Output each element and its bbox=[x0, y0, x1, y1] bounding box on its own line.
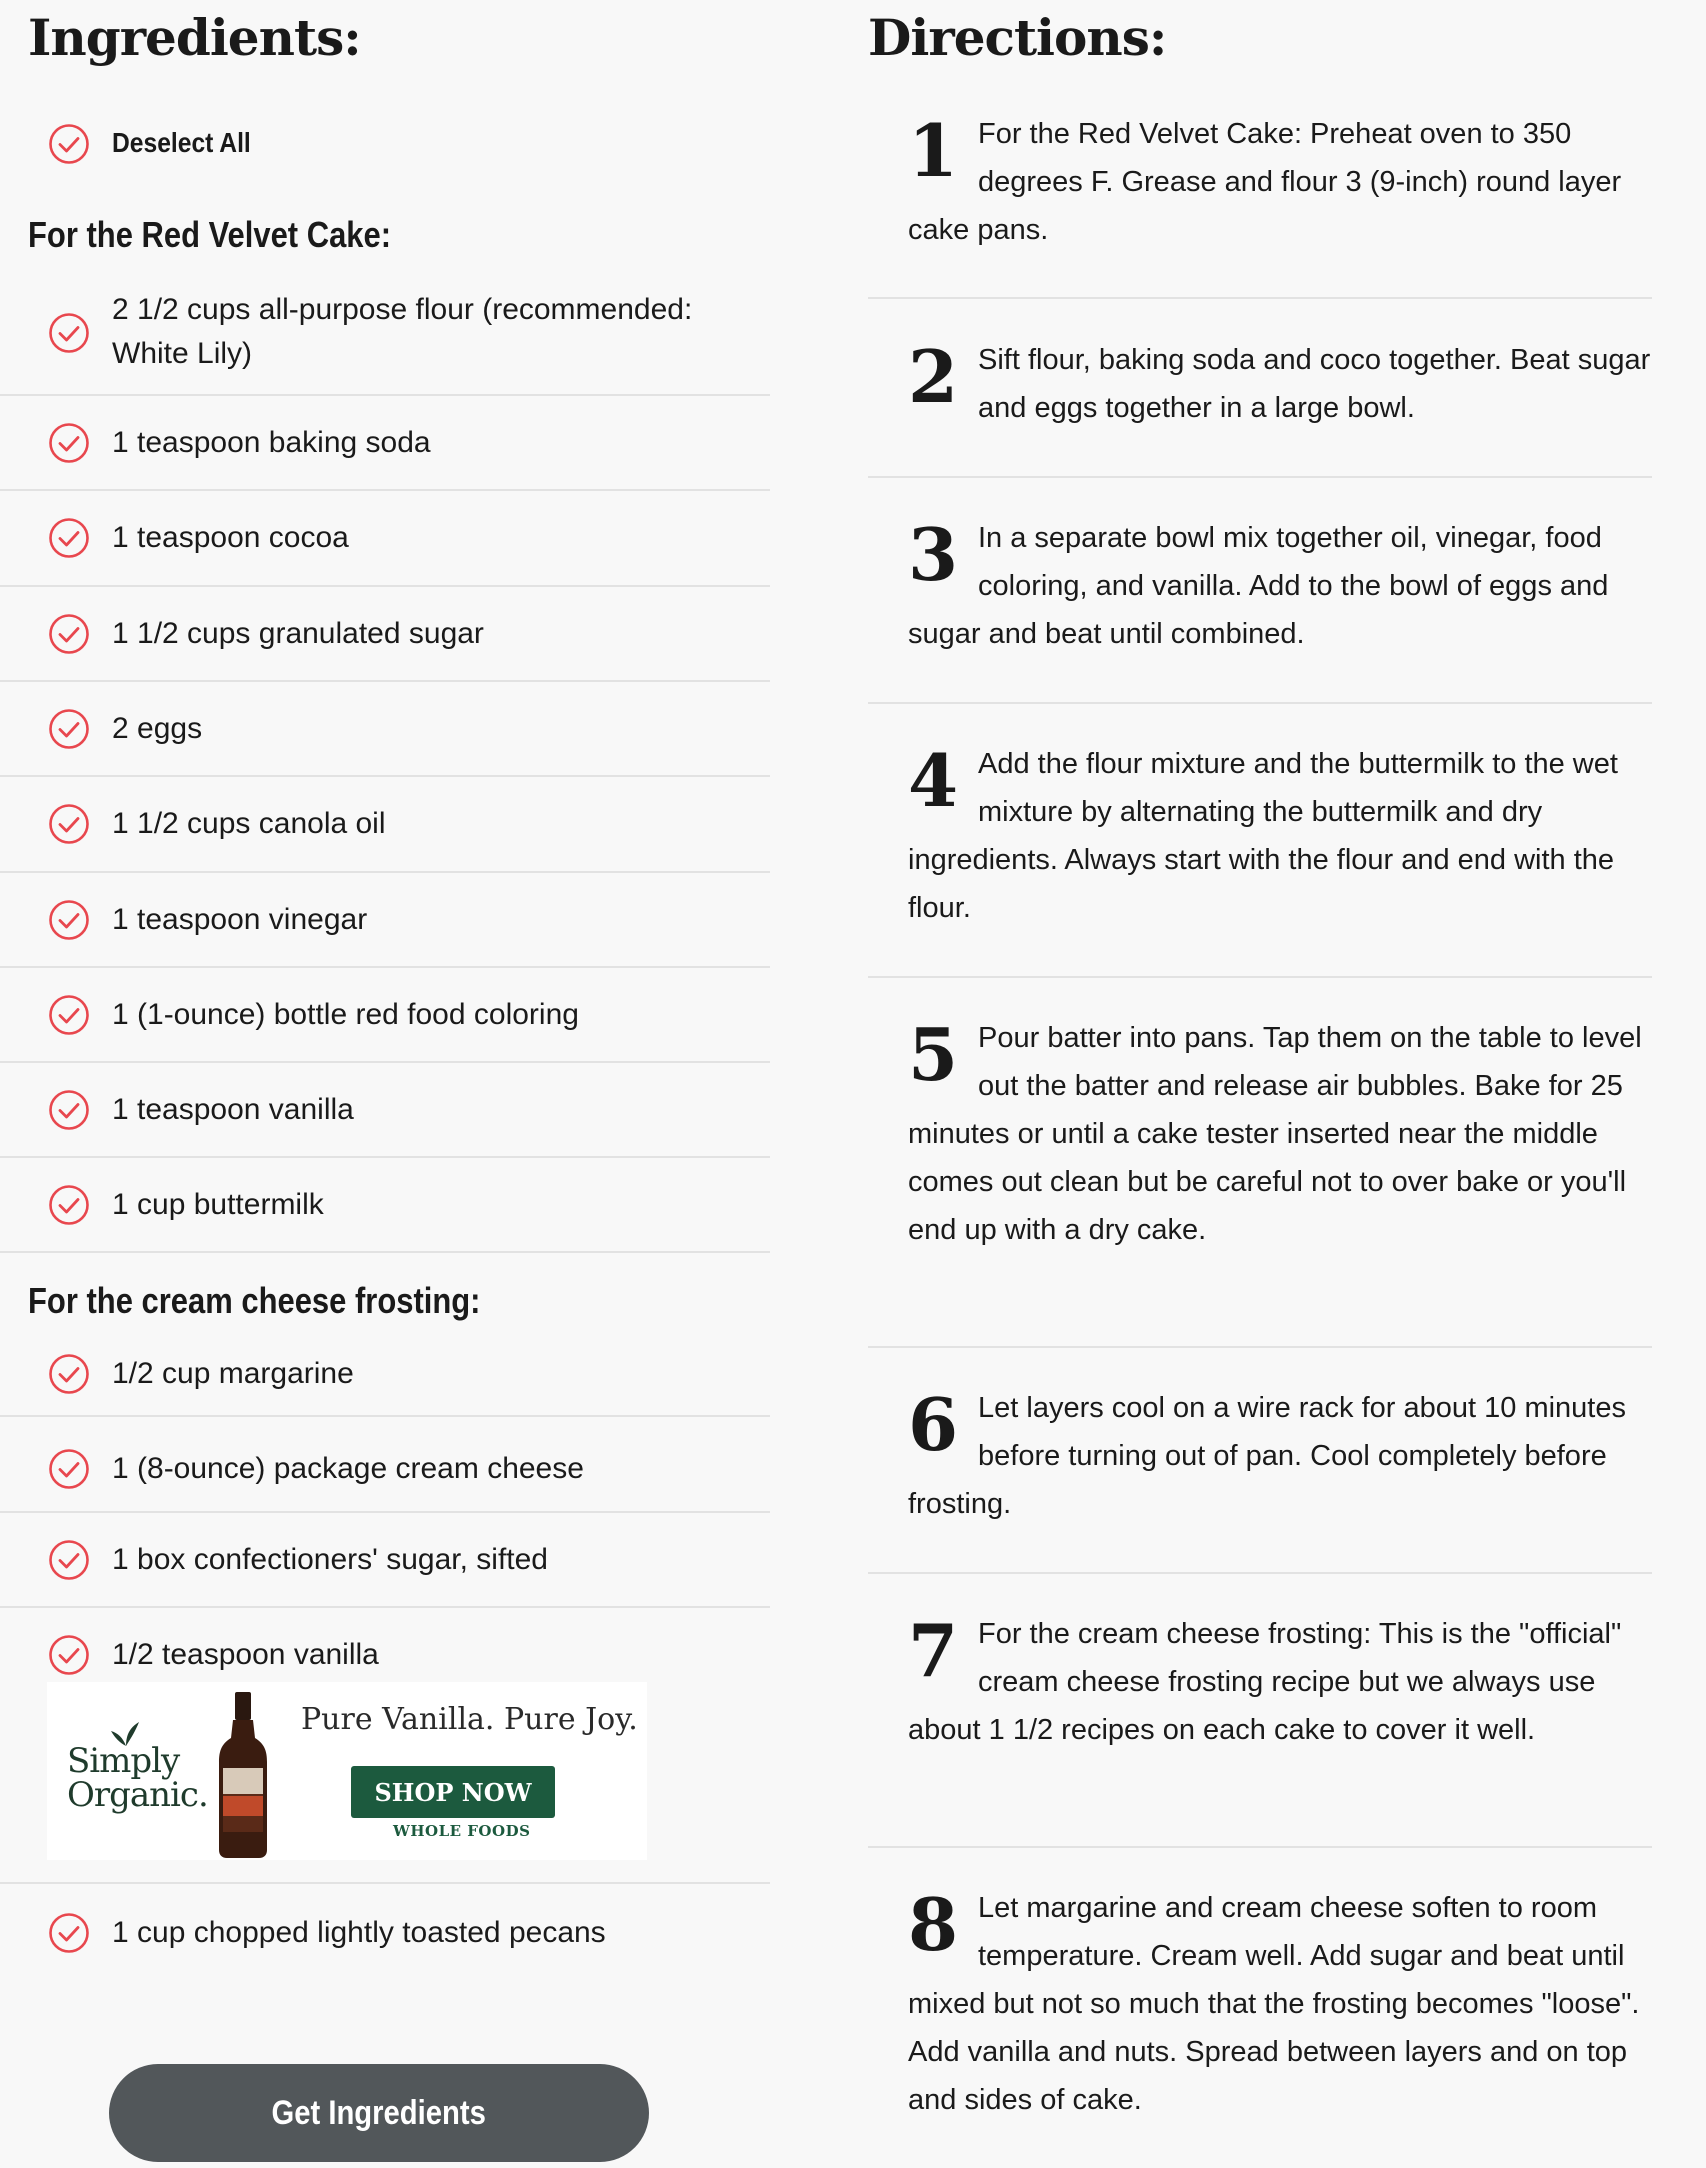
check-circle-icon bbox=[48, 613, 90, 655]
check-circle-icon bbox=[48, 123, 90, 165]
vanilla-ad-banner[interactable] bbox=[47, 1682, 647, 1860]
ad-brand-logo bbox=[67, 1741, 208, 1815]
check-circle-icon bbox=[48, 1912, 90, 1954]
check-circle-icon bbox=[48, 708, 90, 750]
step-text: For the Red Velvet Cake: Preheat oven to 350 degrees F. Grease and flour 3 (9-inch) round layer cake pans. bbox=[908, 118, 1622, 246]
ingredient-item[interactable] bbox=[0, 873, 770, 967]
ad-retailer-logo: WHOLE FOODS bbox=[393, 1822, 531, 1840]
divider bbox=[868, 1846, 1652, 1848]
step-number: 5 bbox=[908, 1012, 959, 1097]
ingredient-text: 1 cup buttermilk bbox=[112, 1188, 324, 1221]
direction-step bbox=[868, 336, 1652, 432]
ingredient-item[interactable] bbox=[0, 1884, 770, 1982]
divider bbox=[868, 976, 1652, 978]
deselect-all-label: Deselect All bbox=[112, 127, 251, 158]
step-text: Sift flour, baking soda and coco together. Beat sugar and eggs together in a large bowl. bbox=[978, 344, 1651, 424]
ingredient-text: 1 (1-ounce) bottle red food coloring bbox=[112, 998, 579, 1031]
direction-step bbox=[868, 1884, 1652, 2124]
divider bbox=[868, 297, 1652, 299]
check-circle-icon bbox=[48, 1539, 90, 1581]
ingredient-item[interactable] bbox=[0, 777, 770, 871]
divider bbox=[868, 702, 1652, 704]
ingredient-text: 2 eggs bbox=[112, 712, 203, 745]
direction-step bbox=[868, 740, 1652, 932]
check-circle-icon bbox=[48, 803, 90, 845]
ingredient-text: 1 teaspoon baking soda bbox=[112, 426, 431, 459]
step-text: Add the flour mixture and the buttermilk to the wet mixture by alternating the buttermilk and dry ingredients. Always start with the flour and end with the flour. bbox=[908, 748, 1618, 924]
deselect-all-button[interactable] bbox=[48, 123, 308, 165]
ingredient-text: 1 cup chopped lightly toasted pecans bbox=[112, 1916, 606, 1949]
direction-step bbox=[868, 1014, 1652, 1254]
ad-brand-line1: Simply bbox=[67, 1741, 180, 1781]
directions-heading: Directions: bbox=[868, 8, 1167, 67]
direction-step bbox=[868, 110, 1652, 254]
ingredient-item[interactable] bbox=[0, 1348, 770, 1416]
step-text: Let layers cool on a wire rack for about 10 minutes before turning out of pan. Cool completely before frosting. bbox=[908, 1392, 1626, 1520]
step-number: 6 bbox=[908, 1382, 959, 1467]
ingredient-text: 1 teaspoon vanilla bbox=[112, 1093, 354, 1126]
direction-step bbox=[868, 1610, 1652, 1754]
ingredient-text: 2 1/2 cups all-purpose flour (recommended: White Lily) bbox=[112, 293, 693, 370]
check-circle-icon bbox=[48, 422, 90, 464]
ingredient-item[interactable] bbox=[0, 1417, 770, 1511]
check-circle-icon bbox=[48, 1448, 90, 1490]
ingredient-item[interactable] bbox=[0, 587, 770, 681]
ad-tagline: Pure Vanilla. Pure Joy. bbox=[301, 1702, 638, 1737]
direction-step bbox=[868, 514, 1652, 658]
divider bbox=[0, 1251, 770, 1253]
step-number: 2 bbox=[908, 334, 959, 419]
ingredient-item[interactable] bbox=[0, 396, 770, 490]
section-title-cake: For the Red Velvet Cake: bbox=[28, 214, 392, 255]
check-circle-icon bbox=[48, 1089, 90, 1131]
check-circle-icon bbox=[48, 899, 90, 941]
check-circle-icon bbox=[48, 517, 90, 559]
step-number: 8 bbox=[908, 1882, 959, 1967]
step-text: Pour batter into pans. Tap them on the table to level out the batter and release air bubbles. Bake for 25 minutes or until a cake tester inserted near the middle comes out clean but be careful not to over bake or you'll end up with a dry cake. bbox=[908, 1022, 1642, 1246]
ingredient-text: 1 1/2 cups canola oil bbox=[112, 807, 386, 840]
ingredient-text: 1 teaspoon cocoa bbox=[112, 521, 349, 554]
step-text: For the cream cheese frosting: This is the "official" cream cheese frosting recipe but we always use about 1 1/2 recipes on each cake to cover it well. bbox=[908, 1618, 1622, 1746]
ingredient-item[interactable] bbox=[0, 1513, 770, 1607]
ingredient-item[interactable] bbox=[0, 284, 770, 394]
check-circle-icon bbox=[48, 1353, 90, 1395]
get-ingredients-button[interactable] bbox=[109, 2064, 649, 2162]
step-number: 7 bbox=[908, 1608, 959, 1693]
ingredient-item[interactable] bbox=[0, 491, 770, 585]
ingredient-item[interactable] bbox=[0, 1608, 770, 1680]
check-circle-icon bbox=[48, 994, 90, 1036]
shop-now-button[interactable]: SHOP NOW bbox=[351, 1766, 555, 1818]
step-number: 3 bbox=[908, 512, 959, 597]
step-number: 1 bbox=[908, 108, 959, 193]
ingredient-text: 1 (8-ounce) package cream cheese bbox=[112, 1452, 584, 1485]
divider bbox=[868, 1346, 1652, 1348]
divider bbox=[868, 476, 1652, 478]
check-circle-icon bbox=[48, 1184, 90, 1226]
check-circle-icon bbox=[48, 1634, 90, 1676]
ingredient-item[interactable] bbox=[0, 1158, 770, 1252]
ingredient-item[interactable] bbox=[0, 968, 770, 1062]
step-text: Let margarine and cream cheese soften to room temperature. Cream well. Add sugar and beat until mixed but not so much that the frosting becomes "loose". Add vanilla and nuts. Spread between layers and on top and sides of cake. bbox=[908, 1892, 1640, 2116]
ingredient-text: 1 box confectioners' sugar, sifted bbox=[112, 1543, 548, 1576]
ingredient-text: 1/2 cup margarine bbox=[112, 1357, 354, 1390]
direction-step bbox=[868, 1384, 1652, 1528]
ingredients-heading: Ingredients: bbox=[28, 8, 361, 67]
step-number: 4 bbox=[908, 738, 959, 823]
ingredient-item[interactable] bbox=[0, 682, 770, 776]
vanilla-bottle-image bbox=[215, 1692, 271, 1858]
step-text: In a separate bowl mix together oil, vinegar, food coloring, and vanilla. Add to the bowl of eggs and sugar and beat until combined. bbox=[908, 522, 1609, 650]
get-ingredients-label: Get Ingredients bbox=[271, 2093, 487, 2132]
ingredient-text: 1/2 teaspoon vanilla bbox=[112, 1638, 379, 1671]
section-title-frosting: For the cream cheese frosting: bbox=[28, 1280, 481, 1321]
ad-brand-line2: Organic. bbox=[67, 1775, 208, 1815]
check-circle-icon bbox=[48, 312, 90, 354]
ingredient-item[interactable] bbox=[0, 1063, 770, 1157]
divider bbox=[868, 1572, 1652, 1574]
ingredient-text: 1 teaspoon vinegar bbox=[112, 903, 368, 936]
ingredient-text: 1 1/2 cups granulated sugar bbox=[112, 617, 484, 650]
